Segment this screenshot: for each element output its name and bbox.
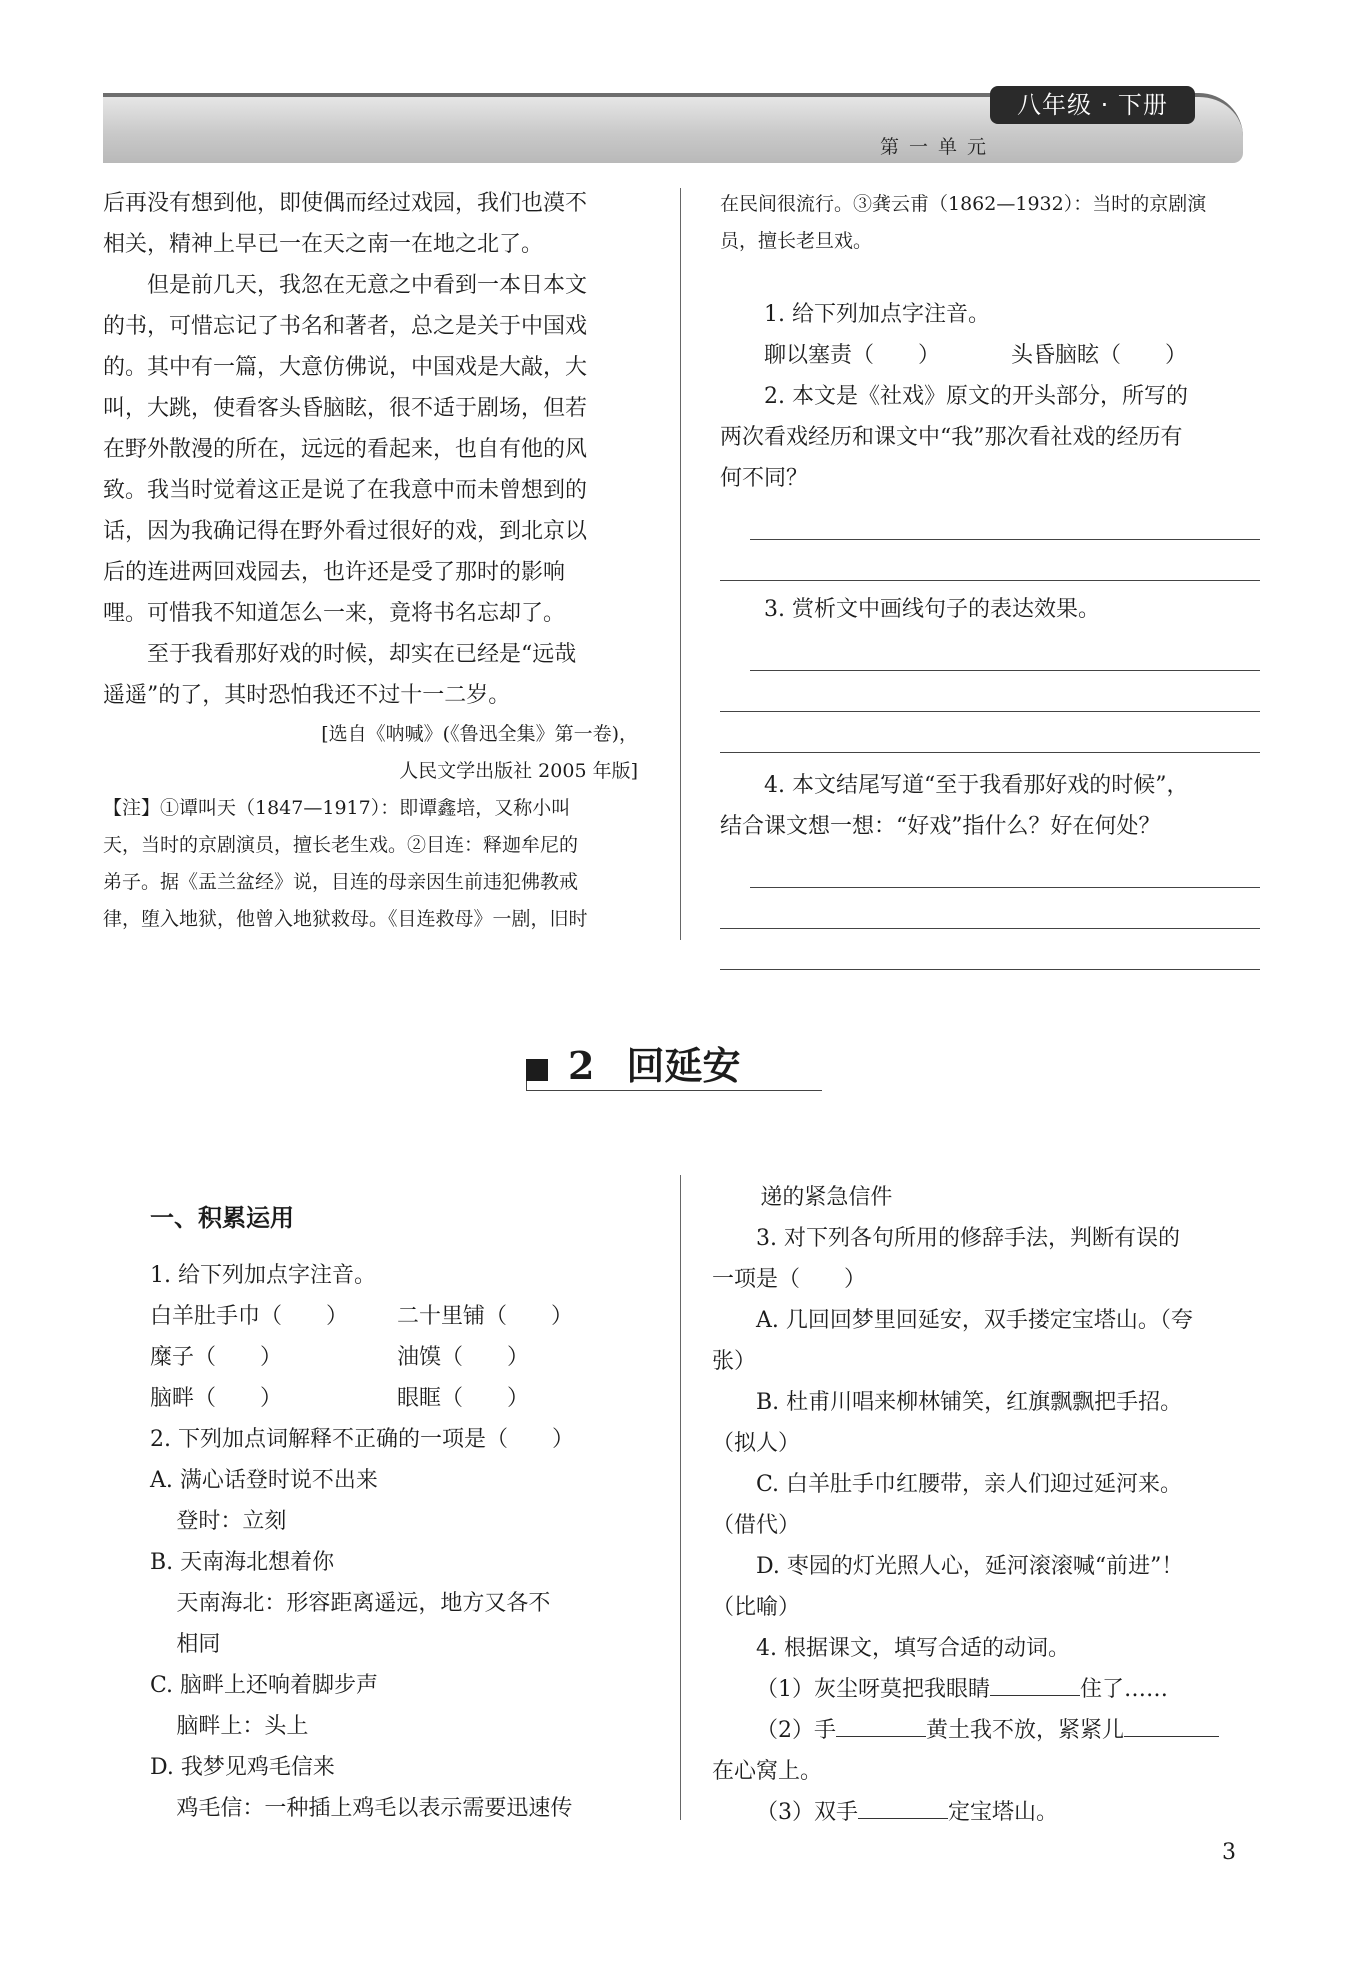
pinyin-item: 糜子（ ） [150, 1345, 283, 1370]
note-line: 【注】①谭叫天（1847—1917）：即谭鑫培，又称小叫 [103, 797, 571, 819]
answer-line[interactable] [750, 847, 1260, 888]
fill-text: （2）手 [756, 1718, 836, 1743]
option-c: C. 白羊肚手巾红腰带，亲人们迎过延河来。 [756, 1472, 1183, 1497]
note-line: 天，当时的京剧演员，擅长老生戏。②目连：释迦牟尼的 [103, 834, 579, 856]
text-line: 至于我看那好戏的时候，却实在已经是“远哉 [147, 642, 577, 667]
top-left-column [103, 183, 638, 938]
text-line: 叫，大跳，使看客头昏脑眩，很不适于剧场，但若 [103, 396, 588, 421]
option-a-line: 张） [712, 1349, 757, 1374]
answer-line[interactable] [750, 630, 1260, 671]
blank-field[interactable] [836, 1716, 926, 1737]
lesson-title [526, 1035, 740, 1091]
pinyin-item: 头昏脑眩（ ） [1011, 343, 1188, 368]
lesson-number: 2 [568, 1043, 595, 1088]
question-2: 2. 下列加点词解释不正确的一项是（ ） [150, 1427, 574, 1452]
answer-line[interactable] [720, 540, 1260, 581]
source-citation: 人民文学出版社 2005 年版] [399, 760, 638, 782]
question-2: 2. 本文是《社戏》原文的开头部分，所写的 [764, 384, 1188, 409]
bottom-left-column [150, 1198, 650, 1829]
pinyin-item: 脑畔（ ） [150, 1386, 283, 1411]
pinyin-item: 油馍（ ） [397, 1345, 530, 1370]
text-line: 后再没有想到他，即使偶而经过戏园，我们也漠不 [103, 191, 588, 216]
question-4: 4. 本文结尾写道“至于我看那好戏的时候”， [764, 773, 1189, 798]
note-line: 在民间很流行。③龚云甫（1862—1932）：当时的京剧演 [720, 193, 1207, 215]
option-a-definition: 登时：立刻 [176, 1509, 287, 1534]
grade-tag: 八年级 · 下册 [990, 86, 1195, 124]
blank-field[interactable] [1124, 1716, 1219, 1737]
option-b-line: （拟人） [712, 1431, 801, 1456]
fill-blank-2 [712, 1710, 1252, 1751]
answer-line[interactable] [720, 712, 1260, 753]
question-2-line: 何不同？ [720, 466, 809, 491]
top-right-column [720, 186, 1260, 970]
answer-line[interactable] [720, 888, 1260, 929]
pinyin-item: 眼眶（ ） [397, 1386, 530, 1411]
option-d: D. 我梦见鸡毛信来 [150, 1755, 335, 1780]
fill-blank-1 [712, 1669, 1252, 1710]
question-3: 3. 赏析文中画线句子的表达效果。 [764, 597, 1100, 622]
bottom-right-column [712, 1177, 1252, 1833]
blank-field[interactable] [990, 1675, 1080, 1696]
source-citation: [选自《呐喊》(《鲁迅全集》第一卷)， [321, 723, 638, 745]
pinyin-row [150, 1337, 650, 1378]
question-4: 4. 根据课文，填写合适的动词。 [756, 1636, 1070, 1661]
question-3-line: 一项是（ ） [712, 1267, 867, 1292]
answer-line[interactable] [720, 929, 1260, 970]
answer-line[interactable] [750, 499, 1260, 540]
fill-text: 住了…… [1080, 1677, 1169, 1702]
column-divider [680, 1175, 681, 1820]
text-line: 遥遥”的了，其时恐怕我还不过十一二岁。 [103, 683, 511, 708]
option-c-definition: 脑畔上：头上 [176, 1714, 309, 1739]
question-1: 1. 给下列加点字注音。 [764, 302, 990, 327]
text-line: 后的连进两回戏园去，也许还是受了那时的影响 [103, 560, 566, 585]
pinyin-row [150, 1378, 650, 1419]
section-heading: 一、积累运用 [150, 1204, 294, 1232]
question-4-line: 结合课文想一想：“好戏”指什么？好在何处？ [720, 814, 1161, 839]
fill-text: （1）灰尘呀莫把我眼睛 [756, 1677, 990, 1702]
text-line: 相关，精神上早已一在天之南一在地之北了。 [103, 232, 544, 257]
pinyin-item: 聊以塞责（ ） [764, 343, 941, 368]
fill-text: （3）双手 [756, 1800, 858, 1825]
option-d-definition: 递的紧急信件 [760, 1185, 893, 1210]
option-c-line: （借代） [712, 1513, 801, 1538]
text-line: 话，因为我确记得在野外看过很好的戏，到北京以 [103, 519, 588, 544]
note-line: 弟子。据《盂兰盆经》说，目连的母亲因生前违犯佛教戒 [103, 871, 579, 893]
pinyin-row [150, 1296, 650, 1337]
text-line: 在野外散漫的所在，远远的看起来，也自有他的风 [103, 437, 588, 462]
option-c: C. 脑畔上还响着脚步声 [150, 1673, 379, 1698]
fill-blank-3 [712, 1792, 1252, 1833]
option-b: B. 杜甫川唱来柳林铺笑，红旗飘飘把手招。 [756, 1390, 1183, 1415]
text-line: 的。其中有一篇，大意仿佛说，中国戏是大敲，大 [103, 355, 588, 380]
fill-text: 定宝塔山。 [948, 1800, 1059, 1825]
pinyin-item: 二十里铺（ ） [397, 1304, 574, 1329]
option-a: A. 几回回梦里回延安，双手搂定宝塔山。（夸 [756, 1308, 1193, 1333]
column-divider [680, 188, 681, 940]
question-1: 1. 给下列加点字注音。 [150, 1263, 376, 1288]
pinyin-item: 白羊肚手巾（ ） [150, 1304, 349, 1329]
fill-text: 黄土我不放，紧紧儿 [926, 1718, 1125, 1743]
note-line: 员，擅长老旦戏。 [720, 230, 873, 252]
unit-label: 第一单元 [880, 136, 997, 158]
text-line: 致。我当时觉着这正是说了在我意中而未曾想到的 [103, 478, 588, 503]
option-d-definition: 鸡毛信：一种插上鸡毛以表示需要迅速传 [176, 1796, 573, 1821]
square-bullet-icon [526, 1059, 548, 1081]
pinyin-pair [720, 335, 1260, 376]
option-b-definition: 相同 [176, 1632, 221, 1657]
page-number: 3 [1222, 1840, 1236, 1865]
lesson-name: 回延安 [626, 1043, 741, 1088]
option-a: A. 满心话登时说不出来 [150, 1468, 378, 1493]
answer-line[interactable] [720, 671, 1260, 712]
option-d: D. 枣园的灯光照人心，延河滚滚喊“前进”！ [756, 1554, 1184, 1579]
question-3: 3. 对下列各句所用的修辞手法，判断有误的 [756, 1226, 1180, 1251]
question-2-line: 两次看戏经历和课文中“我”那次看社戏的经历有 [720, 425, 1183, 450]
note-line: 律，堕入地狱，他曾入地狱救母。《目连救母》一剧，旧时 [103, 908, 588, 930]
blank-field[interactable] [858, 1798, 948, 1819]
option-b: B. 天南海北想着你 [150, 1550, 335, 1575]
option-d-line: （比喻） [712, 1595, 801, 1620]
option-b-definition: 天南海北：形容距离遥远，地方又各不 [176, 1591, 551, 1616]
fill-blank-2-line: 在心窝上。 [712, 1759, 823, 1784]
text-line: 但是前几天，我忽在无意之中看到一本日本文 [147, 273, 588, 298]
text-line: 的书，可惜忘记了书名和著者，总之是关于中国戏 [103, 314, 588, 339]
text-line: 哩。可惜我不知道怎么一来，竟将书名忘却了。 [103, 601, 566, 626]
